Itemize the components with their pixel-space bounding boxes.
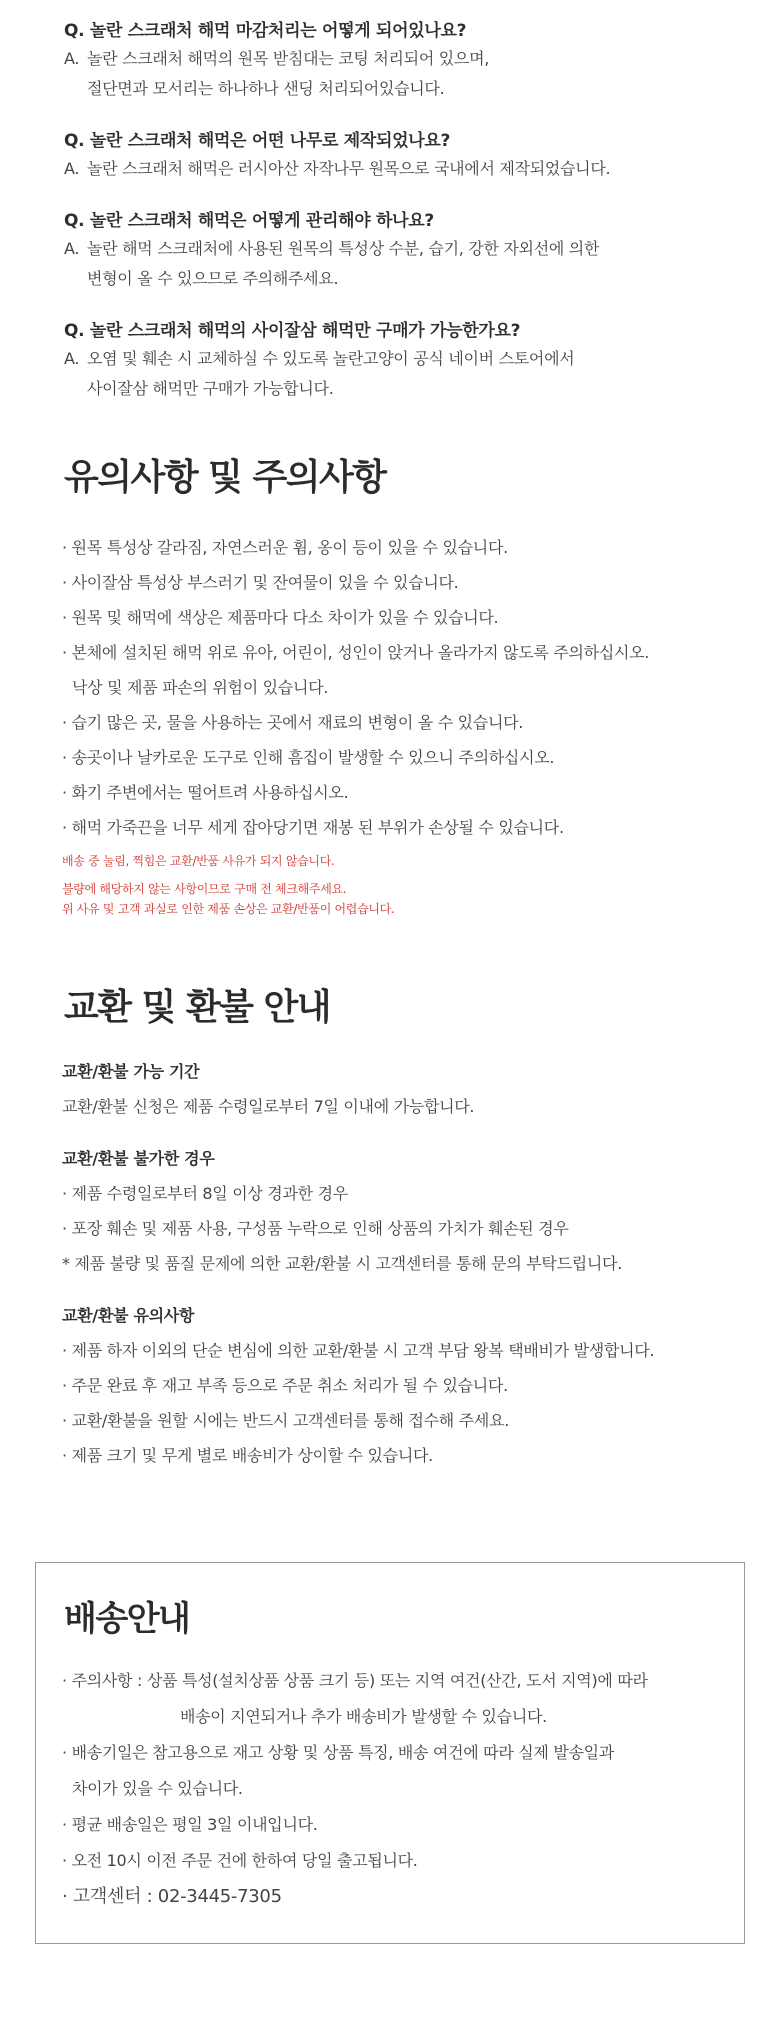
answer-prefix: A. <box>64 349 80 368</box>
shipping-line: · 오전 10시 이전 주문 건에 한하여 당일 출고됩니다. <box>62 1851 418 1870</box>
caution-item: · 사이잘삼 특성상 부스러기 및 잔여물이 있을 수 있습니다. <box>62 573 459 592</box>
refund-period-text: 교환/환불 신청은 제품 수령일로부터 7일 이내에 가능합니다. <box>62 1097 475 1116</box>
caution-item: · 원목 특성상 갈라짐, 자연스러운 휨, 옹이 등이 있을 수 있습니다. <box>62 538 508 557</box>
shipping-info-box <box>35 1562 745 1944</box>
answer-prefix: A. <box>64 239 80 258</box>
refund-unable-item: · 포장 훼손 및 제품 사용, 구성품 누락으로 인해 상품의 가치가 훼손된 경우 <box>62 1219 569 1238</box>
faq-answer <box>64 234 744 294</box>
answer-line: 절단면과 모서리는 하나하나 샌딩 처리되어있습니다. <box>87 79 445 98</box>
shipping-list <box>62 1663 732 1915</box>
answer-prefix: A. <box>64 49 80 68</box>
refund-period-block <box>62 1055 752 1124</box>
refund-unable-item: * 제품 불량 및 품질 문제에 의한 교환/환불 시 고객센터를 통해 문의 부탁드립니다. <box>62 1254 623 1273</box>
refund-unable-item: · 제품 수령일로부터 8일 이상 경과한 경우 <box>62 1184 348 1203</box>
caution-list <box>62 530 752 919</box>
faq-answer <box>64 44 744 104</box>
answer-prefix: A. <box>64 159 80 178</box>
faq-item <box>64 318 744 404</box>
shipping-line: · 주의사항 : 상품 특성(설치상품 상품 크기 등) 또는 지역 여건(산간, 도서 지역)에 따라 <box>62 1671 648 1690</box>
warning-text: 배송 중 눌림, 찍힘은 교환/반품 사유가 되지 않습니다. <box>62 854 335 868</box>
shipping-line: · 배송기일은 참고용으로 재고 상황 및 상품 특징, 배송 여건에 따라 실제 발송일과 <box>62 1743 614 1762</box>
refund-unable-heading: 교환/환불 불가한 경우 <box>62 1149 215 1168</box>
refund-unable-block <box>62 1142 752 1281</box>
faq-question: Q. 놀란 스크래처 해먹의 사이잘삼 해먹만 구매가 가능한가요? <box>64 321 521 341</box>
caution-title: 유의사항 및 주의사항 <box>64 457 386 498</box>
caution-item: · 습기 많은 곳, 물을 사용하는 곳에서 재료의 변형이 올 수 있습니다. <box>62 713 524 732</box>
faq-question: Q. 놀란 스크래처 해먹은 어떤 나무로 제작되었나요? <box>64 131 451 151</box>
faq-item <box>64 18 744 104</box>
faq-question: Q. 놀란 스크래처 해먹 마감처리는 어떻게 되어있나요? <box>64 21 467 41</box>
caution-item: · 송곳이나 날카로운 도구로 인해 흠집이 발생할 수 있으니 주의하십시오. <box>62 748 555 767</box>
faq-item <box>64 128 744 184</box>
caution-item: · 화기 주변에서는 떨어트려 사용하십시오. <box>62 783 349 802</box>
faq-question: Q. 놀란 스크래처 해먹은 어떻게 관리해야 하나요? <box>64 211 434 231</box>
refund-content <box>62 1055 752 1491</box>
shipping-title: 배송안내 <box>64 1599 190 1639</box>
shipping-line-continued: 배송이 지연되거나 추가 배송비가 발생할 수 있습니다. <box>180 1707 547 1726</box>
caution-item: · 해먹 가죽끈을 너무 세게 잡아당기면 재봉 된 부위가 손상될 수 있습니다. <box>62 818 564 837</box>
caution-item: · 원목 및 해먹에 색상은 제품마다 다소 차이가 있을 수 있습니다. <box>62 608 499 627</box>
refund-note-item: · 주문 완료 후 재고 부족 등으로 주문 취소 처리가 될 수 있습니다. <box>62 1376 508 1395</box>
refund-notes-block <box>62 1299 752 1473</box>
warning-text: 위 사유 및 고객 과실로 인한 제품 손상은 교환/반품이 어렵습니다. <box>62 902 395 916</box>
answer-line: 놀란 스크래처 해먹의 원목 받침대는 코팅 처리되어 있으며, <box>87 49 490 68</box>
faq-item <box>64 208 744 294</box>
caution-item: · 본체에 설치된 해먹 위로 유아, 어린이, 성인이 앉거나 올라가지 않도록 주의하십시오. <box>62 643 650 662</box>
refund-note-item: · 교환/환불을 원할 시에는 반드시 고객센터를 통해 접수해 주세요. <box>62 1411 510 1430</box>
warning-text: 불량에 해당하지 않는 사항이므로 구매 전 체크해주세요. <box>62 882 347 896</box>
refund-note-item: · 제품 크기 및 무게 별로 배송비가 상이할 수 있습니다. <box>62 1446 433 1465</box>
shipping-line: · 평균 배송일은 평일 3일 이내입니다. <box>62 1815 318 1834</box>
refund-note-item: · 제품 하자 이외의 단순 변심에 의한 교환/환불 시 고객 부담 왕복 택배비가 발생합니다. <box>62 1341 655 1360</box>
answer-line: 놀란 스크래처 해먹은 러시아산 자작나무 원목으로 국내에서 제작되었습니다. <box>87 159 611 178</box>
shipping-line-continued: 차이가 있을 수 있습니다. <box>72 1779 243 1798</box>
answer-line: 오염 및 훼손 시 교체하실 수 있도록 놀란고양이 공식 네이버 스토어에서 <box>87 349 575 368</box>
answer-line: 놀란 해먹 스크래처에 사용된 원목의 특성상 수분, 습기, 강한 자외선에 의한 <box>87 239 600 258</box>
refund-title: 교환 및 환불 안내 <box>64 987 331 1028</box>
refund-notes-heading: 교환/환불 유의사항 <box>62 1306 195 1325</box>
faq-answer <box>64 154 744 184</box>
caution-item-continued: 낙상 및 제품 파손의 위험이 있습니다. <box>72 678 329 697</box>
answer-line: 변형이 올 수 있으므로 주의해주세요. <box>87 269 339 288</box>
faq-answer <box>64 344 744 404</box>
answer-line: 사이잘삼 해먹만 구매가 가능합니다. <box>87 379 334 398</box>
refund-period-heading: 교환/환불 가능 기간 <box>62 1062 200 1081</box>
faq-section <box>64 18 744 428</box>
customer-center-phone: · 고객센터 : 02-3445-7305 <box>62 1886 282 1907</box>
